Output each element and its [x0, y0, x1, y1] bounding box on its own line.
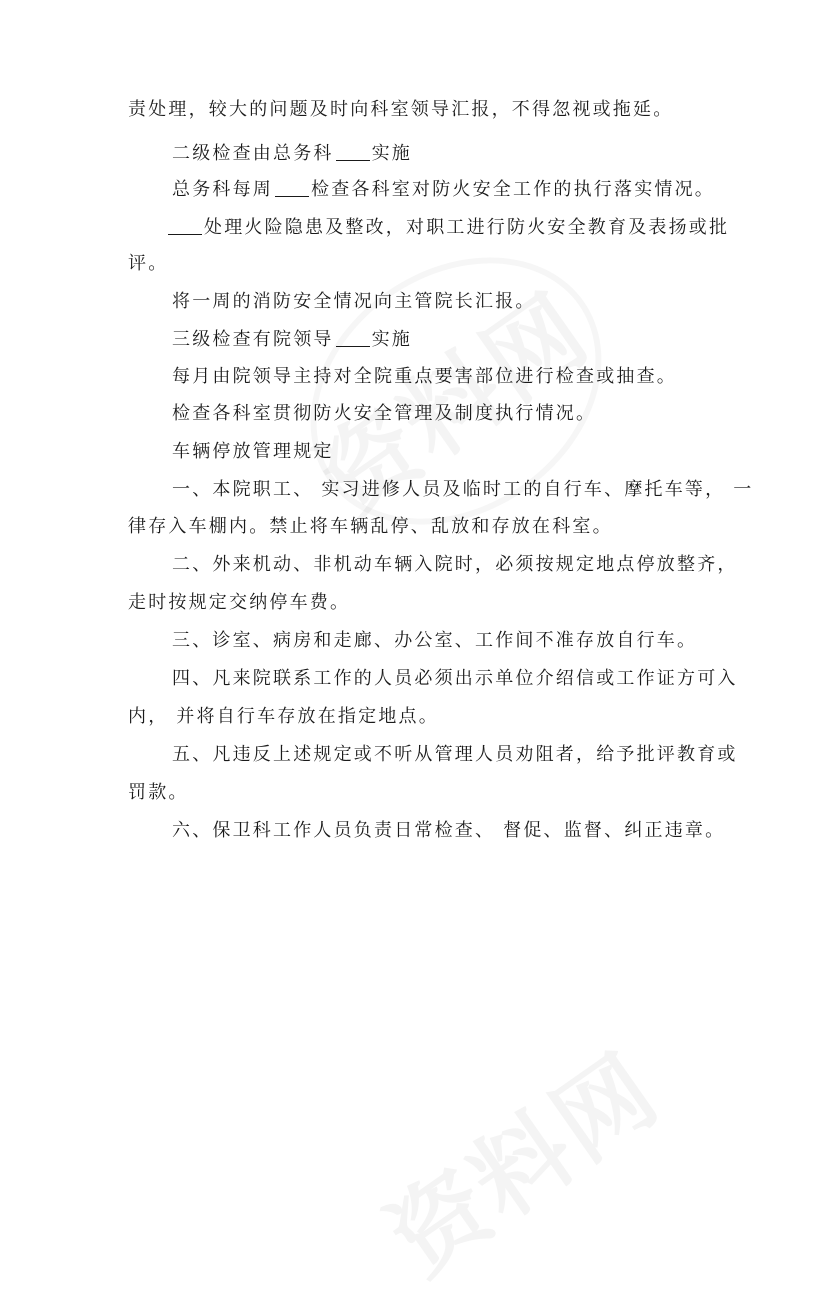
- line-text: 实施: [371, 329, 413, 350]
- paragraph-line: 每月由院领导主持对全院重点要害部位进行检查或抽查。: [172, 366, 677, 387]
- line-text: 处理火险隐患及整改，对职工进行防火安全教育及表扬或批: [204, 217, 730, 238]
- paragraph-line: 走时按规定交纳停车费。: [128, 592, 351, 613]
- paragraph-line: 六、保卫科工作人员负责日常检查、 督促、监督、纠正违章。: [172, 820, 726, 841]
- paragraph-line: 一、本院职工、 实习进修人员及临时工的自行车、摩托车等， 一: [172, 479, 754, 500]
- fill-in-blank: [336, 142, 370, 161]
- paragraph-line: 内， 并将自行车存放在指定地点。: [128, 706, 439, 727]
- paragraph-line: 将一周的消防安全情况向主管院长汇报。: [172, 291, 536, 312]
- paragraph-line: 二、外来机动、非机动车辆入院时，必须按规定地点停放整齐，: [172, 554, 738, 575]
- line-text: 二级检查由总务科: [172, 143, 334, 164]
- paragraph-line: 五、凡违反上述规定或不听从管理人员劝阻者，给予批评教育或: [172, 744, 738, 765]
- line-text: 总务科每周: [172, 179, 273, 200]
- paragraph-line: 四、凡来院联系工作的人员必须出示单位介绍信或工作证方可入: [172, 668, 738, 689]
- watermark-text-bottom: [358, 1016, 682, 1300]
- fill-in-blank: [275, 178, 309, 197]
- paragraph-line: [172, 141, 412, 167]
- paragraph-line: 三、诊室、病房和走廊、办公室、工作间不准存放自行车。: [172, 630, 698, 651]
- fill-in-blank: [336, 328, 370, 347]
- paragraph-line: 检查各科室贯彻防火安全管理及制度执行情况。: [172, 403, 597, 424]
- fill-in-blank: [168, 216, 202, 235]
- line-text: 实施: [371, 143, 413, 164]
- paragraph-line: [172, 177, 715, 203]
- paragraph-line: [172, 327, 412, 353]
- section-heading: 车辆停放管理规定: [172, 441, 334, 462]
- paragraph-line: 评。: [128, 253, 169, 274]
- paragraph-line: 罚款。: [128, 782, 189, 803]
- paragraph-line: 责处理，较大的问题及时向科室领导汇报，不得忽视或拖延。: [128, 99, 674, 120]
- paragraph-line: 律存入车棚内。禁止将车辆乱停、乱放和存放在科室。: [128, 516, 613, 537]
- paragraph-line: [166, 215, 729, 241]
- line-text: 三级检查有院领导: [172, 329, 334, 350]
- line-text: 检查各科室对防火安全工作的执行落实情况。: [311, 179, 715, 200]
